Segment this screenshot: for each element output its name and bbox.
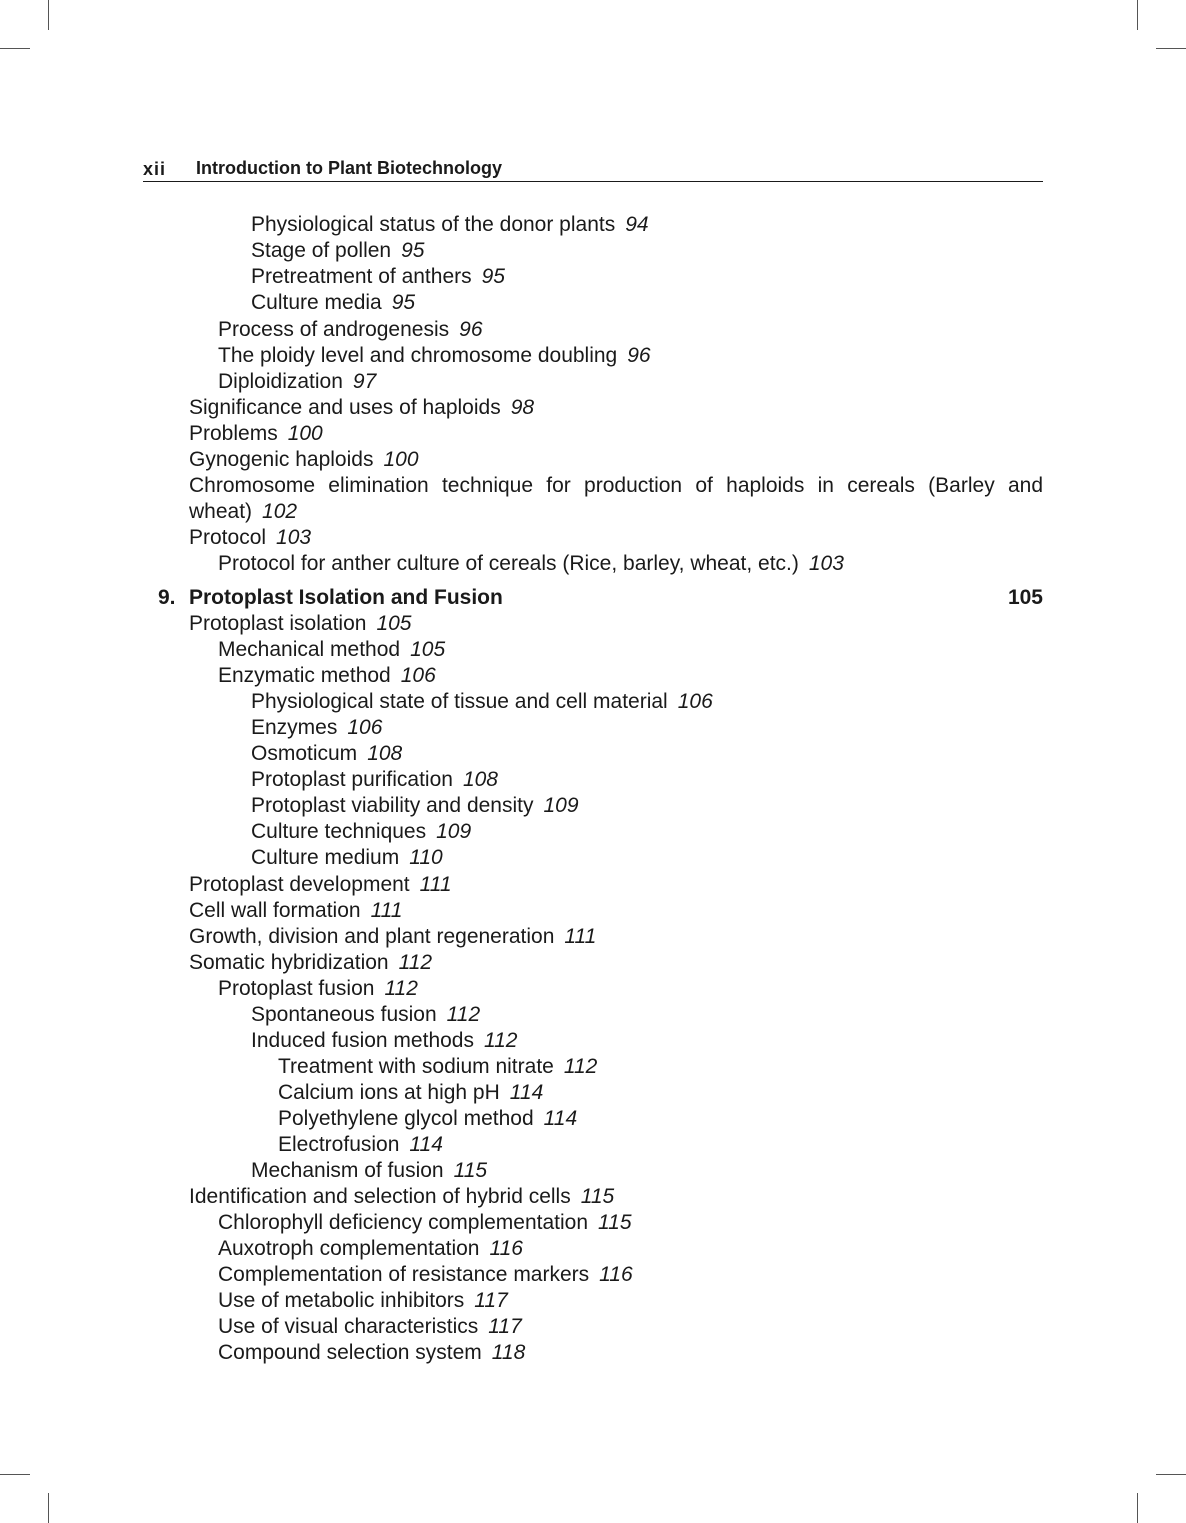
toc-entry[interactable] <box>218 369 376 395</box>
toc-entry-title: Physiological status of the donor plants <box>251 213 616 236</box>
toc-entry-page: 116 <box>599 1263 633 1286</box>
toc-entry-page: 95 <box>391 291 416 314</box>
toc-entry[interactable] <box>251 290 415 316</box>
toc-entry-title: Protocol <box>189 526 267 549</box>
toc-entry[interactable] <box>251 1002 480 1028</box>
toc-entry-page: 95 <box>481 265 505 288</box>
toc-entry[interactable] <box>218 1262 633 1288</box>
toc-entry-title: Protoplast fusion <box>218 977 375 1000</box>
toc-entry-title: Protoplast purification <box>251 768 453 791</box>
toc-entry[interactable] <box>251 1158 487 1184</box>
toc-entry-page: 100 <box>383 448 419 471</box>
toc-entry[interactable] <box>278 1054 597 1080</box>
toc-entry-title: Somatic hybridization <box>189 951 389 974</box>
toc-entry-title: Enzymes <box>251 716 338 739</box>
toc-entry-page: 114 <box>509 1081 544 1104</box>
toc-entry-title: Enzymatic method <box>218 664 391 687</box>
toc-entry-title: Mechanical method <box>218 638 401 661</box>
toc-entry[interactable] <box>218 1210 632 1236</box>
toc-entry[interactable] <box>189 924 596 950</box>
toc-entry[interactable] <box>251 819 471 845</box>
toc-entry-title: Chromosome elimination technique for production of haploids in cereals (Barley and <box>189 474 1043 497</box>
toc-entry[interactable] <box>189 872 452 898</box>
toc-entry-page: 103 <box>276 526 312 549</box>
toc-entry[interactable] <box>278 1080 543 1106</box>
toc-entry-page: 103 <box>808 552 844 575</box>
toc-entry-page: 114 <box>543 1107 578 1130</box>
toc-entry-page: 117 <box>474 1289 508 1312</box>
toc-entry-page: 118 <box>491 1341 526 1364</box>
toc-entry-page: 116 <box>489 1237 523 1260</box>
chapter-number: 9. <box>158 586 176 609</box>
toc-entry-page: 112 <box>446 1003 481 1026</box>
toc-entry[interactable] <box>189 473 1043 525</box>
toc-entry-page: 114 <box>409 1133 443 1156</box>
toc-entry[interactable] <box>218 637 445 663</box>
toc-entry-title: Auxotroph complementation <box>218 1237 480 1260</box>
toc-entry[interactable] <box>189 395 534 421</box>
toc-entry[interactable] <box>189 1184 614 1210</box>
toc-entry-page: 94 <box>625 213 649 236</box>
toc-entry[interactable] <box>218 343 651 369</box>
toc-entry-title: Use of metabolic inhibitors <box>218 1289 465 1312</box>
toc-entry-title: Stage of pollen <box>251 239 392 262</box>
toc-entry[interactable] <box>251 845 443 871</box>
toc-entry-title: Electrofusion <box>278 1133 400 1156</box>
toc-entry[interactable] <box>218 551 844 577</box>
toc-entry[interactable] <box>218 976 418 1002</box>
toc-entry[interactable] <box>189 611 411 637</box>
toc-entry-title: Culture techniques <box>251 820 427 843</box>
book-title: Introduction to Plant Biotechnology <box>196 158 502 178</box>
toc-entry-page: 115 <box>580 1185 615 1208</box>
toc-entry[interactable] <box>218 1288 508 1314</box>
toc-entry-title: Cell wall formation <box>189 899 361 922</box>
toc-entry[interactable] <box>251 238 424 264</box>
toc-entry[interactable] <box>251 264 505 290</box>
toc-entry[interactable] <box>251 741 402 767</box>
toc-entry[interactable] <box>218 1314 522 1340</box>
toc-entry-title: Problems <box>189 422 278 445</box>
toc-entry-page: 96 <box>459 318 483 341</box>
toc-entry[interactable] <box>189 421 323 447</box>
toc-entry-page: 106 <box>677 690 713 713</box>
page-folio: xii <box>143 159 167 179</box>
toc-entry-page: 105 <box>410 638 446 661</box>
toc-entry-page: 112 <box>384 977 418 1000</box>
toc-entry-title: Polyethylene glycol method <box>278 1107 534 1130</box>
toc-entry-page: 108 <box>367 742 403 765</box>
toc-entry-title: Growth, division and plant regeneration <box>189 925 555 948</box>
toc-entry-title: Mechanism of fusion <box>251 1159 444 1182</box>
toc-entry-page: 111 <box>419 873 452 896</box>
toc-entry[interactable] <box>218 1236 523 1262</box>
toc-entry-page: 112 <box>398 951 433 974</box>
toc-entry-page: 115 <box>598 1211 632 1234</box>
toc-entry[interactable] <box>189 525 311 551</box>
toc-entry-title: Use of visual characteristics <box>218 1315 479 1338</box>
toc-entry-title: Process of androgenesis <box>218 318 450 341</box>
toc-entry[interactable] <box>251 689 713 715</box>
toc-entry-page: 96 <box>627 344 651 367</box>
toc-entry[interactable] <box>218 1340 525 1366</box>
toc-entry[interactable] <box>218 663 436 689</box>
toc-entry-title: Compound selection system <box>218 1341 482 1364</box>
toc-entry-title-continued: wheat) <box>189 500 253 523</box>
toc-entry[interactable] <box>278 1132 443 1158</box>
chapter-title: Protoplast Isolation and Fusion <box>189 586 503 609</box>
toc-entry-title: Identification and selection of hybrid cells <box>189 1185 571 1208</box>
toc-entry-page: 97 <box>352 370 377 393</box>
toc-entry-page: 112 <box>563 1055 598 1078</box>
toc-entry-title: Calcium ions at high pH <box>278 1081 500 1104</box>
toc-entry-title: Induced fusion methods <box>251 1029 474 1052</box>
toc-entry[interactable] <box>189 447 419 473</box>
toc-entry-title: Pretreatment of anthers <box>251 265 472 288</box>
toc-entry[interactable] <box>278 1106 577 1132</box>
toc-entry-page: 117 <box>488 1315 522 1338</box>
toc-entry-page: 102 <box>262 500 298 523</box>
toc-entry[interactable] <box>251 793 579 819</box>
toc-entry-page: 111 <box>370 899 403 922</box>
toc-entry-title: Protoplast viability and density <box>251 794 534 817</box>
toc-entry-title: Physiological state of tissue and cell material <box>251 690 668 713</box>
toc-entry[interactable] <box>251 767 498 793</box>
toc-entry-title: Spontaneous fusion <box>251 1003 437 1026</box>
toc-entry[interactable] <box>189 950 432 976</box>
toc-entry-page: 111 <box>564 925 597 948</box>
toc-entry-page: 109 <box>436 820 472 843</box>
toc-entry-page: 112 <box>483 1029 518 1052</box>
toc-entry-title: Culture media <box>251 291 382 314</box>
toc-entry-title: Diploidization <box>218 370 343 393</box>
toc-entry-page: 110 <box>409 846 443 869</box>
toc-entry[interactable] <box>251 715 382 741</box>
toc-entry[interactable] <box>218 317 483 343</box>
toc-entry-page: 105 <box>376 612 412 635</box>
toc-entry-page: 109 <box>543 794 579 817</box>
toc-entry-title: Chlorophyll deficiency complementation <box>218 1211 589 1234</box>
toc-entry-title: Protocol for anther culture of cereals (Rice, barley, wheat, etc.) <box>218 552 799 575</box>
toc-entry-page: 106 <box>400 664 436 687</box>
toc-entry-page: 108 <box>462 768 498 791</box>
chapter-page: 105 <box>1007 586 1043 609</box>
toc-entry[interactable] <box>251 1028 517 1054</box>
toc-entry-title: Protoplast development <box>189 873 410 896</box>
toc-entry-page: 95 <box>401 239 425 262</box>
toc-entry-page: 115 <box>453 1159 488 1182</box>
toc-entry-title: Treatment with sodium nitrate <box>278 1055 554 1078</box>
chapter-heading[interactable] <box>158 585 1043 611</box>
toc-entry[interactable] <box>251 212 649 238</box>
toc-entry-page: 106 <box>347 716 383 739</box>
toc-entry-page: 98 <box>510 396 535 419</box>
toc-entry-title: Osmoticum <box>251 742 358 765</box>
toc-entry-title: Complementation of resistance markers <box>218 1263 590 1286</box>
toc-entry[interactable] <box>189 898 402 924</box>
toc-entry-title: Culture medium <box>251 846 400 869</box>
toc-entry-title: Significance and uses of haploids <box>189 396 501 419</box>
toc-entry-title: Gynogenic haploids <box>189 448 374 471</box>
toc-entry-title: Protoplast isolation <box>189 612 367 635</box>
toc-entry-page: 100 <box>287 422 323 445</box>
toc-entry-title: The ploidy level and chromosome doubling <box>218 344 618 367</box>
